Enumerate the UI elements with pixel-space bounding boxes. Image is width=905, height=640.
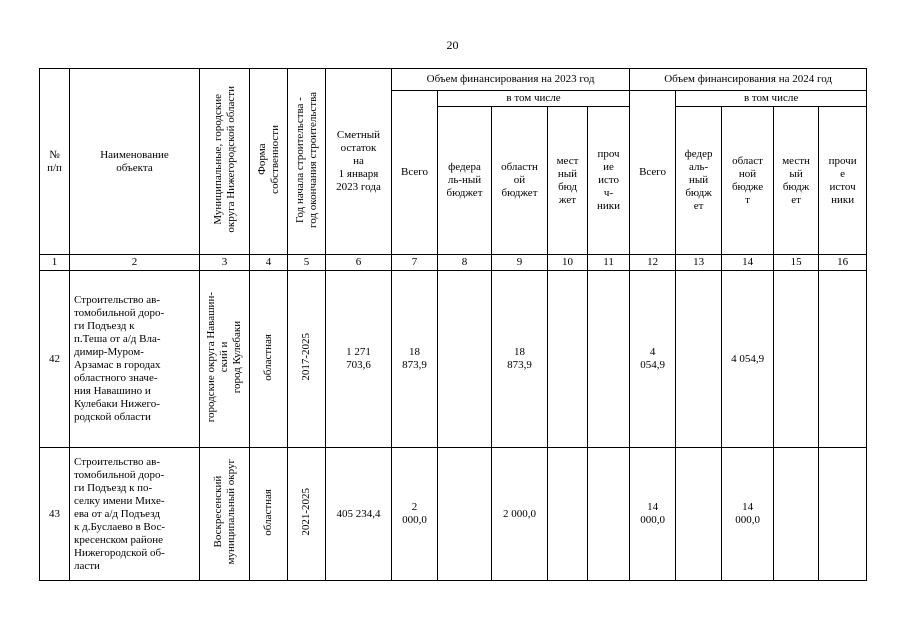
row-years: 2021-2025 <box>300 488 312 536</box>
row-municipality-cell <box>200 271 250 448</box>
column-number: 11 <box>588 255 630 271</box>
row-remainder: 405 234,4 <box>326 448 392 581</box>
row-municipality: Воскресенский муниципальный округ <box>211 459 237 565</box>
row-ownership: областная <box>262 488 274 536</box>
column-number: 16 <box>819 255 867 271</box>
page-number: 20 <box>446 38 459 52</box>
header-municipality-cell <box>200 69 250 255</box>
header-local-2023: мест ный бюд жет <box>548 107 588 255</box>
row-total-2024: 14 000,0 <box>630 448 676 581</box>
row-regional-2023: 2 000,0 <box>492 448 548 581</box>
row-ownership-cell <box>250 448 288 581</box>
header-num: № п/п <box>40 69 70 255</box>
row-federal-2024 <box>676 271 722 448</box>
header-including-2024: в том числе <box>676 91 867 107</box>
row-num: 43 <box>40 448 70 581</box>
header-fin-2024: Объем финансирования на 2024 год <box>630 69 867 91</box>
header-ownership-cell <box>250 69 288 255</box>
row-local-2024 <box>774 448 819 581</box>
column-number: 10 <box>548 255 588 271</box>
column-number-row <box>40 255 867 271</box>
header-remainder: Сметный остаток на 1 января 2023 года <box>326 69 392 255</box>
table-row <box>40 271 867 448</box>
column-number: 14 <box>722 255 774 271</box>
header-total-2024: Всего <box>630 91 676 255</box>
row-remainder: 1 271 703,6 <box>326 271 392 448</box>
row-ownership-cell <box>250 271 288 448</box>
row-other-2023 <box>588 448 630 581</box>
header-federal-2023: федера ль-ный бюджет <box>438 107 492 255</box>
header-fin-2023: Объем финансирования на 2023 год <box>392 69 630 91</box>
header-row-1 <box>40 69 867 91</box>
row-regional-2024: 4 054,9 <box>722 271 774 448</box>
header-years: Год начала строительства - год окончания строительства <box>293 91 319 228</box>
header-regional-2023: областн ой бюджет <box>492 107 548 255</box>
row-years-cell <box>288 448 326 581</box>
column-number: 4 <box>250 255 288 271</box>
row-municipality-cell <box>200 448 250 581</box>
column-number: 15 <box>774 255 819 271</box>
row-federal-2023 <box>438 448 492 581</box>
header-including-2023: в том числе <box>438 91 630 107</box>
row-regional-2024: 14 000,0 <box>722 448 774 581</box>
header-total-2023: Всего <box>392 91 438 255</box>
header-name: Наименование объекта <box>70 69 200 255</box>
column-number: 1 <box>40 255 70 271</box>
row-total-2023: 18 873,9 <box>392 271 438 448</box>
row-regional-2023: 18 873,9 <box>492 271 548 448</box>
row-other-2024 <box>819 448 867 581</box>
row-local-2023 <box>548 448 588 581</box>
table-row <box>40 448 867 581</box>
row-total-2024: 4 054,9 <box>630 271 676 448</box>
row-years-cell <box>288 271 326 448</box>
row-federal-2024 <box>676 448 722 581</box>
row-other-2024 <box>819 271 867 448</box>
header-other-2024: прочи е источ ники <box>819 107 867 255</box>
header-regional-2024: област ной бюдже т <box>722 107 774 255</box>
column-number: 9 <box>492 255 548 271</box>
column-number: 6 <box>326 255 392 271</box>
row-local-2023 <box>548 271 588 448</box>
header-other-2023: проч ие исто ч- ники <box>588 107 630 255</box>
row-total-2023: 2 000,0 <box>392 448 438 581</box>
column-number: 2 <box>70 255 200 271</box>
row-municipality: городские округа Навашин- ский и город Кулебаки <box>205 291 243 423</box>
financing-table <box>39 68 867 581</box>
row-local-2024 <box>774 271 819 448</box>
column-number: 7 <box>392 255 438 271</box>
row-object-name: Строительство ав- томобильной доро- ги Подъезд к п.Теша от а/д Вла- димир-Муром- Арзамас в городах областного значе- ния Навашино и Кулебаки Нижего- родской области <box>70 271 200 448</box>
row-object-name: Строительство ав- томобильной доро- ги Подъезд к по- селку имени Михе- ева от а/д Подъезд к д.Буслаево в Вос- кресенском районе Нижегородской об- ласти <box>70 448 200 581</box>
row-ownership: областная <box>262 333 274 381</box>
column-number: 8 <box>438 255 492 271</box>
header-local-2024: местн ый бюдж ет <box>774 107 819 255</box>
column-number: 5 <box>288 255 326 271</box>
header-federal-2024: федер аль- ный бюдж ет <box>676 107 722 255</box>
header-municipality: Муниципальные, городские округа Нижегородской области <box>211 86 237 233</box>
row-num: 42 <box>40 271 70 448</box>
column-number: 3 <box>200 255 250 271</box>
header-years-cell <box>288 69 326 255</box>
header-ownership: Форма собственности <box>255 125 281 194</box>
row-years: 2017-2025 <box>300 333 312 381</box>
row-federal-2023 <box>438 271 492 448</box>
column-number: 13 <box>676 255 722 271</box>
column-number: 12 <box>630 255 676 271</box>
row-other-2023 <box>588 271 630 448</box>
